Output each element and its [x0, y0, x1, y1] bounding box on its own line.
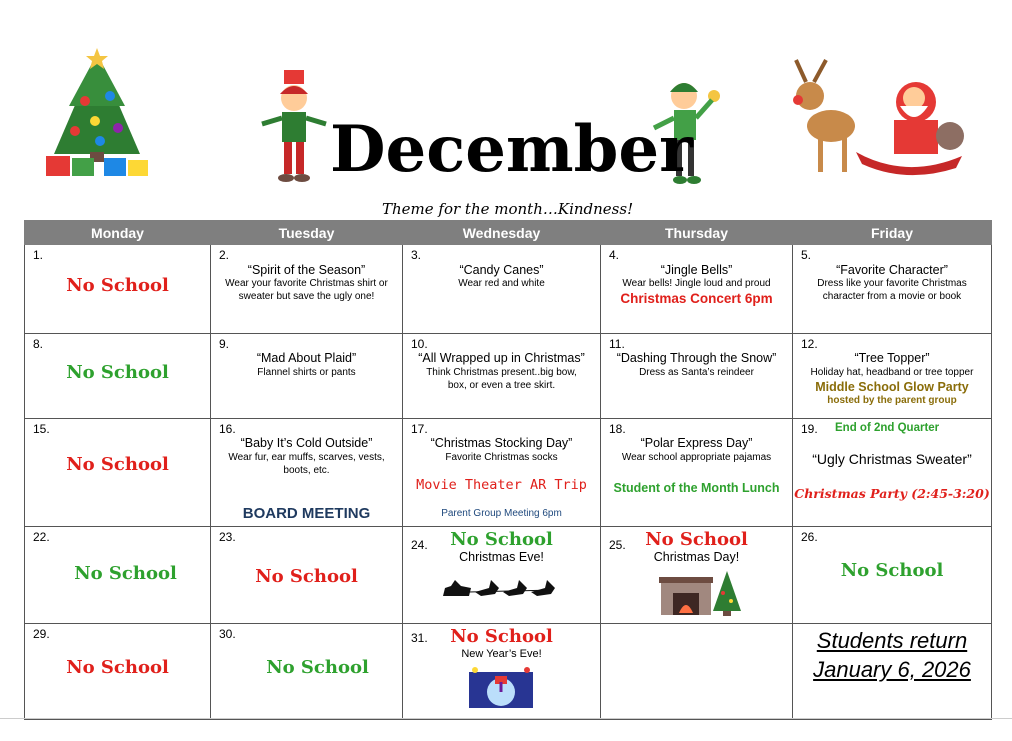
week-row	[25, 419, 992, 527]
day-cell	[403, 419, 601, 527]
dress-description: Wear red and white	[458, 278, 545, 289]
day-cell	[211, 527, 403, 624]
no-school-label: No School	[74, 563, 177, 584]
day-number: 10.	[411, 337, 428, 351]
dress-description: Wear your favorite Christmas shirt or sweater but save the ugly one!	[225, 278, 388, 302]
event-label: Christmas Concert 6pm	[620, 291, 773, 306]
day-cell	[211, 419, 403, 527]
day-number: 26.	[801, 530, 818, 544]
day-number: 12.	[801, 337, 818, 351]
dress-description: Wear school appropriate pajamas	[621, 452, 772, 463]
day-number: 30.	[219, 627, 236, 641]
dress-theme: “Spirit of the Season”	[247, 263, 366, 277]
dress-theme: “Ugly Christmas Sweater”	[812, 451, 972, 467]
holiday-label: Christmas Day!	[653, 550, 740, 564]
week-row	[25, 527, 992, 624]
event-note: End of 2nd Quarter	[835, 422, 940, 434]
dress-theme: “Polar Express Day”	[640, 436, 753, 450]
dress-description: Wear fur, ear muffs, scarves, vests, boots, etc.	[228, 452, 385, 476]
day-cell	[793, 245, 992, 334]
day-number: 1.	[33, 248, 44, 262]
day-cell	[601, 419, 793, 527]
weekday-header: Friday	[793, 221, 992, 245]
no-school-label: No School	[450, 529, 553, 550]
day-number: 25.	[609, 538, 626, 552]
dress-description: Dress as Santa’s reindeer	[639, 367, 754, 378]
dress-theme: “Jingle Bells”	[660, 263, 733, 277]
day-number: 8.	[33, 337, 44, 351]
dress-description: Favorite Christmas socks	[445, 452, 558, 463]
day-cell	[403, 527, 601, 624]
day-number: 2.	[219, 248, 230, 262]
day-cell	[793, 334, 992, 419]
dress-description: Think Christmas present..big bow, box, or even a tree skirt.	[426, 367, 577, 391]
students-return-line1: Students return	[816, 628, 968, 653]
dress-description: Holiday hat, headband or tree topper	[810, 367, 974, 378]
event-label: Christmas Party (2:45-3:20)	[794, 486, 990, 501]
day-number: 9.	[219, 337, 230, 351]
santa-sleigh-silhouette-icon	[441, 574, 567, 604]
day-cell	[601, 245, 793, 334]
week-row	[25, 334, 992, 419]
event-label: Movie Theater AR Trip	[416, 477, 587, 493]
day-cell	[211, 334, 403, 419]
day-cell	[403, 624, 601, 720]
no-school-label: No School	[66, 275, 169, 296]
day-cell	[211, 245, 403, 334]
dress-theme: “Mad About Plaid”	[256, 351, 357, 365]
day-number: 11.	[609, 337, 625, 351]
no-school-label: No School	[66, 454, 169, 475]
fireplace-tree-icon	[657, 569, 743, 617]
holiday-label: New Year’s Eve!	[461, 648, 542, 660]
event-label: Middle School Glow Party	[815, 380, 969, 394]
day-cell	[793, 527, 992, 624]
no-school-label: No School	[645, 529, 748, 550]
no-school-label: No School	[840, 560, 944, 581]
day-cell	[403, 245, 601, 334]
weekday-header: Thursday	[601, 221, 793, 245]
day-number: 18.	[609, 422, 626, 436]
day-number: 31.	[411, 631, 428, 645]
no-school-label: No School	[66, 362, 169, 383]
new-year-clock-icon	[465, 666, 537, 710]
day-cell	[601, 527, 793, 624]
event-note: Parent Group Meeting 6pm	[441, 508, 562, 519]
day-number: 29.	[33, 627, 50, 641]
page-divider	[0, 718, 1012, 719]
day-cell	[25, 245, 211, 334]
day-cell	[25, 334, 211, 419]
no-school-label: No School	[255, 566, 358, 587]
day-number: 19.	[801, 422, 818, 436]
dress-theme: “Tree Topper”	[854, 351, 930, 365]
dress-theme: “All Wrapped up in Christmas”	[418, 351, 585, 365]
weekday-header: Monday	[25, 221, 211, 245]
dress-theme: “Dashing Through the Snow”	[616, 351, 777, 365]
week-row	[25, 624, 992, 720]
day-number: 3.	[411, 248, 422, 262]
dress-description: Dress like your favorite Christmas character from a movie or book	[817, 278, 967, 302]
day-number: 5.	[801, 248, 812, 262]
dress-theme: “Favorite Character”	[836, 263, 948, 277]
day-number: 23.	[219, 530, 236, 544]
weekday-header-row	[25, 221, 992, 245]
holiday-label: Christmas Eve!	[459, 550, 544, 564]
students-return-line2: January 6, 2026	[813, 657, 971, 682]
day-number: 24.	[411, 538, 428, 552]
no-school-label: No School	[266, 657, 369, 678]
christmas-tree-icon	[40, 46, 155, 178]
day-cell	[25, 419, 211, 527]
day-cell	[403, 334, 601, 419]
no-school-label: No School	[450, 626, 553, 647]
month-theme: Theme for the month…Kindness!	[382, 200, 634, 218]
day-number: 4.	[609, 248, 620, 262]
weekday-header: Tuesday	[211, 221, 403, 245]
event-label: Student of the Month Lunch	[613, 481, 780, 495]
santa-sleigh-reindeer-icon	[786, 56, 966, 184]
dress-description: Wear bells! Jingle loud and proud	[622, 278, 771, 289]
day-number: 17.	[411, 422, 428, 436]
week-row	[25, 245, 992, 334]
no-school-label: No School	[66, 657, 169, 678]
day-cell	[211, 624, 403, 720]
day-number: 22.	[33, 530, 50, 544]
calendar-table	[24, 220, 992, 720]
day-cell	[25, 527, 211, 624]
day-number: 15.	[33, 422, 50, 436]
event-label: BOARD MEETING	[242, 505, 371, 522]
day-cell	[25, 624, 211, 720]
day-cell	[601, 334, 793, 419]
day-number: 16.	[219, 422, 236, 436]
event-note: hosted by the parent group	[827, 395, 957, 406]
dress-theme: “Candy Canes”	[459, 263, 544, 277]
weekday-header: Wednesday	[403, 221, 601, 245]
day-cell-empty	[601, 624, 793, 720]
dress-description: Flannel shirts or pants	[257, 367, 356, 378]
dress-theme: “Baby It’s Cold Outside”	[240, 436, 373, 450]
elf-boy-icon	[258, 68, 330, 186]
day-cell	[793, 419, 992, 527]
page-title: December	[330, 112, 693, 187]
day-cell	[793, 624, 992, 720]
dress-theme: “Christmas Stocking Day”	[430, 436, 573, 450]
